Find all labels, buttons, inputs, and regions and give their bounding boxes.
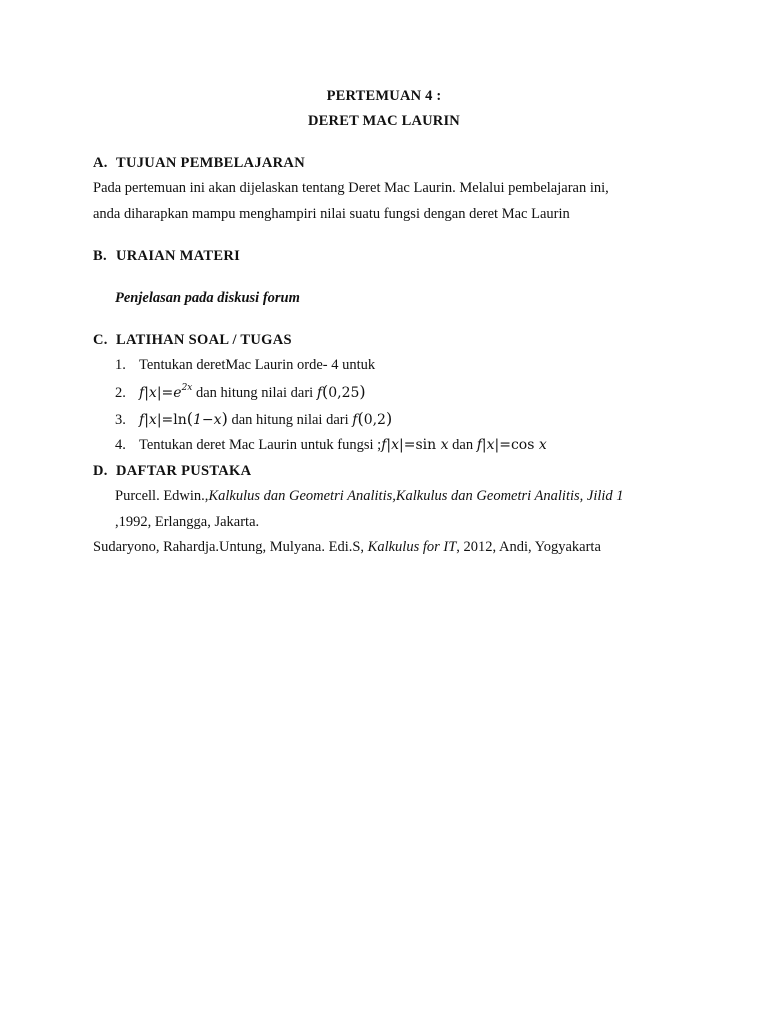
- section-c-heading: [93, 332, 292, 349]
- section-d-title: DAFTAR PUSTAKA: [116, 463, 252, 479]
- exercise-item-1-number: 1.: [115, 357, 126, 373]
- section-b-subtext: Penjelasan pada diskusi forum: [115, 290, 300, 306]
- exercise-item-4-text: Tentukan deret Mac Laurin untuk fungsi ;: [139, 437, 382, 453]
- exercise-item-4: [115, 437, 547, 454]
- document-title-line2: DERET MAC LAURIN: [308, 113, 460, 129]
- reference-1-author: Purcell. Edwin.,: [115, 488, 209, 504]
- section-a-paragraph-line1: Pada pertemuan ini akan dijelaskan tentang Deret Mac Laurin. Melalui pembelajaran ini,: [93, 180, 609, 196]
- reference-2-author: Sudaryono, Rahardja.Untung, Mulyana. Edi.S,: [93, 539, 368, 555]
- reference-1-line2: ,1992, Erlangga, Jakarta.: [115, 514, 260, 530]
- exercise-item-2-text: dan hitung nilai dari: [192, 385, 317, 401]
- exercise-item-1-text: Tentukan deretMac Laurin orde- 4 untuk: [139, 357, 376, 373]
- reference-2: [93, 539, 601, 556]
- exercise-item-3-evaluation: f(0,2): [352, 409, 393, 428]
- exercise-item-2-evaluation: f(0,25): [316, 382, 366, 401]
- exercise-item-4-formula-cos: f|x|=cos x: [476, 437, 547, 453]
- exercise-item-2: [115, 382, 366, 402]
- section-c-title: LATIHAN SOAL / TUGAS: [116, 332, 292, 348]
- section-d-heading: [93, 463, 251, 480]
- section-d-letter: D.: [93, 463, 108, 479]
- document-title-line1: PERTEMUAN 4 :: [326, 88, 442, 104]
- reference-2-rest: , 2012, Andi, Yogyakarta: [456, 539, 601, 555]
- exercise-item-2-number: 2.: [115, 385, 126, 401]
- reference-1-title: Kalkulus dan Geometri Analitis,Kalkulus dan Geometri Analitis, Jilid 1: [208, 488, 624, 504]
- exercise-item-1: [115, 357, 375, 374]
- section-b-heading: [93, 248, 240, 265]
- section-c-letter: C.: [93, 332, 108, 348]
- exercise-item-2-formula: $f|x|=e^{2x}$: [139, 383, 193, 401]
- exercise-item-4-number: 4.: [115, 437, 126, 453]
- section-a-paragraph-line2: anda diharapkan mampu menghampiri nilai suatu fungsi dengan deret Mac Laurin: [93, 206, 570, 222]
- exercise-item-3-formula: f|x|=ln(1−x): [139, 409, 228, 428]
- exercise-item-3-text: dan hitung nilai dari: [227, 412, 353, 428]
- exercise-item-4-text-mid: dan: [448, 437, 477, 453]
- section-b-letter: B.: [93, 248, 107, 264]
- section-b-title: URAIAN MATERI: [116, 248, 241, 264]
- exercise-item-3: [115, 409, 392, 429]
- exercise-item-3-number: 3.: [115, 412, 126, 428]
- reference-1-line1: [115, 488, 624, 505]
- section-a-letter: A.: [93, 155, 108, 171]
- reference-2-title: Kalkulus for IT: [367, 539, 457, 555]
- section-a-heading: [93, 155, 305, 172]
- section-a-title: TUJUAN PEMBELAJARAN: [116, 155, 305, 171]
- exercise-item-4-formula-sin: f|x|=sin x: [381, 437, 449, 453]
